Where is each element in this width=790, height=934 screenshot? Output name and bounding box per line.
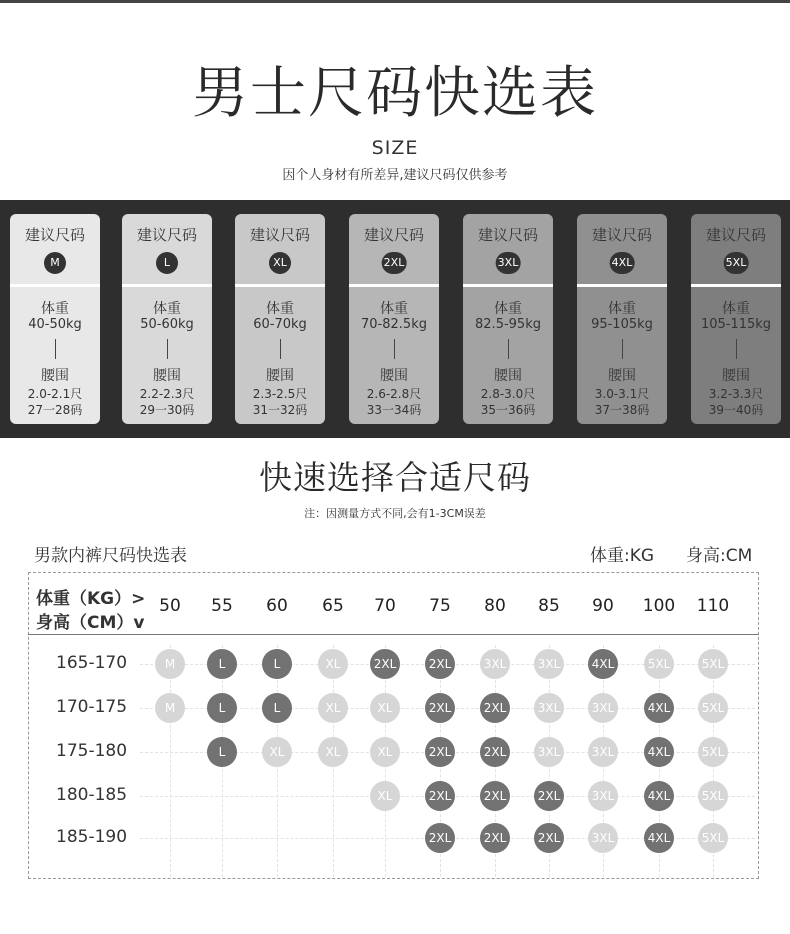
weight-header: 75 (429, 596, 451, 616)
size-dot: 5XL (698, 693, 728, 723)
card-vertical-line (736, 339, 737, 359)
card-divider (463, 284, 553, 287)
waist-chi: 2.2-2.3尺 (139, 387, 195, 401)
top-border (0, 0, 790, 3)
waist-code: 35一36码 (480, 403, 536, 417)
size-badge: 4XL (610, 252, 635, 274)
size-badge: 3XL (496, 252, 521, 274)
size-dot: 3XL (534, 737, 564, 767)
waist-label: 腰围 (153, 368, 181, 384)
weight-axis-label: 体重（KG）> (36, 589, 146, 609)
size-dot: 2XL (480, 781, 510, 811)
weight-header: 70 (374, 596, 396, 616)
waist-code: 29一30码 (139, 403, 195, 417)
size-dot: 3XL (588, 781, 618, 811)
size-dot: XL (262, 737, 292, 767)
size-dot: L (207, 693, 237, 723)
weight-header: 60 (266, 596, 288, 616)
size-dot: 2XL (480, 693, 510, 723)
size-dot: M (155, 693, 185, 723)
size-dot: 2XL (425, 781, 455, 811)
card-label: 建议尺码 (136, 226, 197, 244)
waist-chi: 3.2-3.3尺 (708, 387, 764, 401)
waist-chi: 2.3-2.5尺 (252, 387, 308, 401)
card-divider (235, 284, 325, 287)
size-dot: 3XL (534, 693, 564, 723)
waist-label: 腰围 (266, 368, 294, 384)
waist-label: 腰围 (608, 368, 636, 384)
weight-header: 100 (642, 596, 676, 616)
size-dot: 2XL (425, 649, 455, 679)
height-range: 180-185 (56, 785, 128, 805)
size-dot: L (207, 737, 237, 767)
card-vertical-line (167, 339, 168, 359)
card-label: 建议尺码 (363, 226, 424, 244)
size-dot: 5XL (698, 823, 728, 853)
grid-column-line (170, 645, 171, 877)
card-vertical-line (508, 339, 509, 359)
weight-range: 40-50kg (28, 317, 82, 332)
card-divider (577, 284, 667, 287)
size-dot: M (155, 649, 185, 679)
size-badge: XL (269, 252, 291, 274)
card-label: 建议尺码 (249, 226, 310, 244)
size-dot: 2XL (370, 649, 400, 679)
card-divider (349, 284, 439, 287)
waist-chi: 2.0-2.1尺 (27, 387, 83, 401)
waist-chi: 2.8-3.0尺 (480, 387, 536, 401)
waist-code: 33一34码 (366, 403, 422, 417)
size-dot: L (207, 649, 237, 679)
size-dot: 3XL (480, 649, 510, 679)
size-dot: 5XL (698, 649, 728, 679)
size-dot: XL (370, 737, 400, 767)
size-card (235, 214, 325, 424)
size-badge: 5XL (724, 252, 749, 274)
card-vertical-line (280, 339, 281, 359)
height-range: 170-175 (56, 697, 128, 717)
weight-header: 50 (159, 596, 181, 616)
waist-code: 39一40码 (708, 403, 764, 417)
card-label: 建议尺码 (24, 226, 85, 244)
card-label: 建议尺码 (477, 226, 538, 244)
card-divider (10, 284, 100, 287)
waist-chi: 3.0-3.1尺 (594, 387, 650, 401)
size-label: SIZE (371, 137, 419, 159)
size-dot: XL (318, 737, 348, 767)
card-label: 建议尺码 (705, 226, 766, 244)
size-dot: 2XL (480, 823, 510, 853)
weight-range: 105-115kg (700, 317, 772, 332)
table-title: 男款内裤尺码快选表 (34, 546, 187, 566)
section-title: 快速选择合适尺码 (259, 458, 531, 497)
waist-label: 腰围 (41, 368, 69, 384)
waist-label: 腰围 (380, 368, 408, 384)
weight-label: 体重 (153, 301, 181, 317)
size-dot: 3XL (588, 823, 618, 853)
weight-label: 体重 (494, 301, 522, 317)
card-vertical-line (394, 339, 395, 359)
size-badge: M (44, 252, 66, 274)
size-dot: 2XL (480, 737, 510, 767)
weight-unit-label: 体重:KG (590, 546, 655, 566)
size-dot: 4XL (644, 781, 674, 811)
size-dot: 5XL (644, 649, 674, 679)
waist-label: 腰围 (494, 368, 522, 384)
height-range: 165-170 (56, 653, 128, 673)
size-card (463, 214, 553, 424)
weight-header: 110 (696, 596, 730, 616)
size-card (10, 214, 100, 424)
weight-header: 65 (322, 596, 344, 616)
card-vertical-line (55, 339, 56, 359)
weight-range: 60-70kg (253, 317, 307, 332)
size-dot: XL (318, 693, 348, 723)
waist-code: 27一28码 (27, 403, 83, 417)
card-label: 建议尺码 (591, 226, 652, 244)
size-dot: L (262, 649, 292, 679)
size-dot: 4XL (588, 649, 618, 679)
waist-code: 31一32码 (252, 403, 308, 417)
size-card (691, 214, 781, 424)
card-divider (122, 284, 212, 287)
size-dot: XL (370, 693, 400, 723)
weight-range: 82.5-95kg (475, 317, 541, 332)
page-title: 男士尺码快选表 (192, 61, 598, 126)
weight-label: 体重 (722, 301, 750, 317)
size-dot: 4XL (644, 823, 674, 853)
size-dot: 2XL (425, 693, 455, 723)
size-badge: L (156, 252, 178, 274)
card-vertical-line (622, 339, 623, 359)
size-card (577, 214, 667, 424)
weight-range: 95-105kg (591, 317, 653, 332)
measurement-note: 注：因测量方式不同,会有1-3CM误差 (304, 507, 486, 520)
weight-header: 90 (592, 596, 614, 616)
size-dot: L (262, 693, 292, 723)
weight-header: 55 (211, 596, 233, 616)
size-dot: 2XL (534, 781, 564, 811)
size-card (122, 214, 212, 424)
size-dot: 2XL (425, 737, 455, 767)
weight-label: 体重 (41, 301, 69, 317)
size-card (349, 214, 439, 424)
header-separator (28, 634, 759, 635)
waist-label: 腰围 (722, 368, 750, 384)
weight-label: 体重 (608, 301, 636, 317)
height-range: 175-180 (56, 741, 128, 761)
size-dot: 5XL (698, 737, 728, 767)
size-dot: 3XL (588, 737, 618, 767)
card-divider (691, 284, 781, 287)
weight-header: 85 (538, 596, 560, 616)
size-dot: XL (318, 649, 348, 679)
weight-label: 体重 (380, 301, 408, 317)
size-dot: XL (370, 781, 400, 811)
size-dot: 4XL (644, 693, 674, 723)
size-dot: 2XL (425, 823, 455, 853)
waist-chi: 2.6-2.8尺 (366, 387, 422, 401)
weight-range: 50-60kg (140, 317, 194, 332)
height-unit-label: 身高:CM (686, 546, 753, 566)
size-dot: 3XL (588, 693, 618, 723)
size-dot: 4XL (644, 737, 674, 767)
size-dot: 3XL (534, 649, 564, 679)
height-axis-label: 身高（CM）v (36, 613, 145, 633)
page-subtitle: 因个人身材有所差异,建议尺码仅供参考 (282, 168, 508, 183)
size-badge: 2XL (382, 252, 407, 274)
height-range: 185-190 (56, 827, 128, 847)
waist-code: 37一38码 (594, 403, 650, 417)
weight-range: 70-82.5kg (361, 317, 427, 332)
size-dot: 2XL (534, 823, 564, 853)
size-dot: 5XL (698, 781, 728, 811)
weight-label: 体重 (266, 301, 294, 317)
weight-header: 80 (484, 596, 506, 616)
